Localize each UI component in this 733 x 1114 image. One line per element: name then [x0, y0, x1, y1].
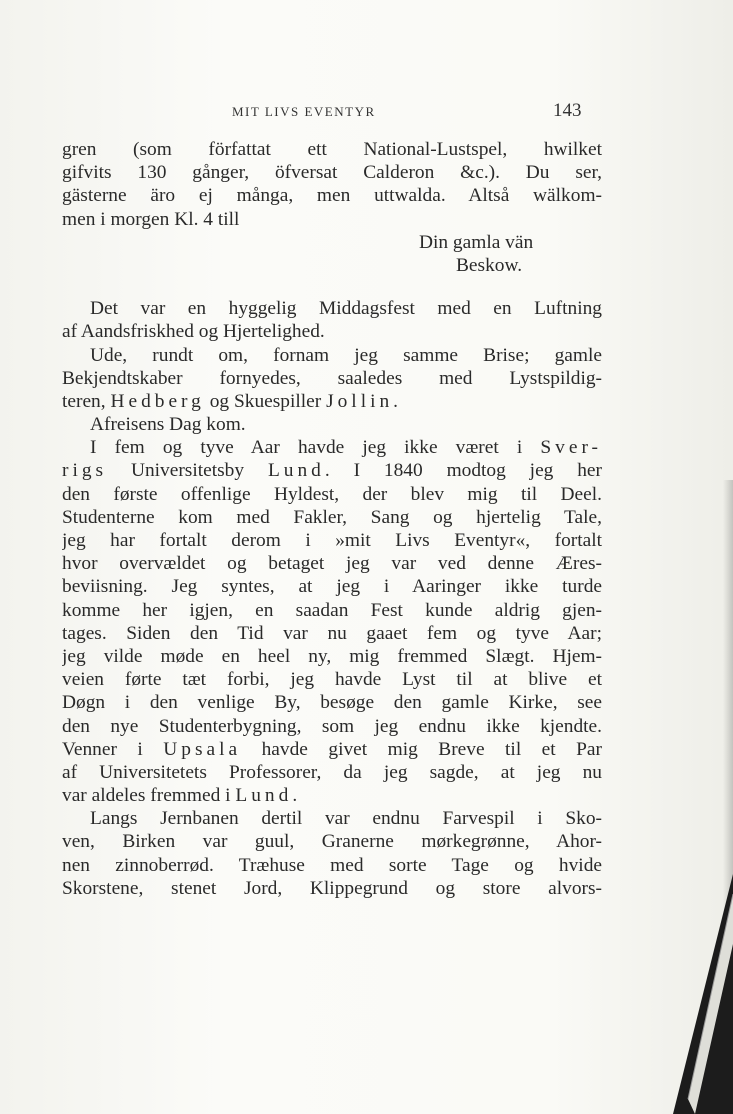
spaced-name: Jollin: [326, 390, 394, 412]
letter-closing: Din gamla vän: [419, 231, 534, 253]
text-line: Ude, rundt om, fornam jeg samme Brise; gamle: [90, 344, 602, 366]
text-line-names: teren, Hedberg og Skuespiller Jollin.: [62, 390, 399, 412]
spaced-name: Hedberg: [110, 390, 205, 412]
spaced-name: Upsala: [163, 738, 242, 760]
text-line: beviisning. Jeg syntes, at jeg i Aaringer ikke turde: [62, 576, 602, 598]
text-line-names: var aldeles fremmed i Lund.: [62, 785, 298, 807]
text-line-names: Venner i Upsala havde givet mig Breve til et Par: [62, 738, 602, 760]
text-line: Langs Jernbanen dertil var endnu Farvespil i Sko-: [90, 808, 602, 830]
text-line: tages. Siden den Tid var nu gaaet fem og tyve Aar;: [62, 622, 602, 644]
letter-signature: Beskow.: [456, 254, 523, 276]
spaced-name: Lund: [267, 460, 325, 482]
text-line: gifvits 130 gånger, öfversat Calderon &c.). Du ser,: [62, 162, 602, 184]
text-line: jeg vilde møde en heel ny, mig fremmed Slægt. Hjem-: [62, 645, 602, 667]
text-line: Studenterne kom med Fakler, Sang og hjertelig Tale,: [62, 506, 602, 528]
text-line: den første offenlige Hyldest, der blev mig til Deel.: [62, 483, 602, 505]
text-line: veien førte tæt forbi, jeg havde Lyst til at blive et: [62, 669, 602, 691]
paragraph-gap: [62, 277, 602, 297]
text-line: af Aandsfriskhed og Hjertelighed.: [62, 321, 325, 343]
text-line: gästerne äro ej många, men uttwalda. Altså wälkom-: [62, 185, 602, 207]
page-curl-icon: [633, 874, 733, 1114]
text-line: men i morgen Kl. 4 till: [62, 208, 240, 230]
text-line: komme her igjen, en saadan Fest kunde aldrig gjen-: [62, 599, 602, 621]
text-line: Døgn i den venlige By, besøge den gamle Kirke, see: [62, 692, 602, 714]
text-line: nen zinnoberrød. Træhuse med sorte Tage og hvide: [62, 854, 602, 876]
page-number: 143: [553, 100, 582, 121]
text-line: gren (som författat ett National-Lustspel, hwilket: [62, 139, 602, 160]
spaced-name: Lund: [235, 785, 293, 807]
text-line: af Universitetets Professorer, da jeg sagde, at jeg nu: [62, 761, 602, 783]
text-line: Det var en hyggelig Middagsfest med en Luftning: [90, 298, 602, 320]
text-line: Bekjendtskaber fornyedes, saaledes med Lystspildig-: [62, 367, 602, 389]
text-line: hvor overvældet og betaget jeg var ved denne Æres-: [62, 553, 602, 575]
text-line: den nye Studenterbygning, som jeg endnu ikke kjendte.: [62, 715, 602, 737]
text-line-names: rigs Universitetsby Lund. I 1840 modtog jeg her: [62, 460, 602, 482]
text-line: jeg har fortalt derom i »mit Livs Eventyr«, fortalt: [62, 530, 602, 551]
text-line-names: I fem og tyve Aar havde jeg ikke været i Sver-: [90, 437, 602, 459]
text-line: Afreisens Dag kom.: [90, 414, 246, 436]
body-text: [62, 138, 602, 900]
page-header: [0, 96, 733, 126]
text-line: ven, Birken var guul, Granerne mørkegrønne, Ahor-: [62, 831, 602, 853]
text-line: Skorstene, stenet Jord, Klippegrund og store alvors-: [62, 877, 602, 899]
spaced-name: rigs: [62, 460, 108, 482]
running-title: MIT LIVS EVENTYR: [232, 104, 376, 119]
spaced-name: Sver-: [540, 437, 602, 459]
page-edge-shadow: [723, 480, 733, 940]
